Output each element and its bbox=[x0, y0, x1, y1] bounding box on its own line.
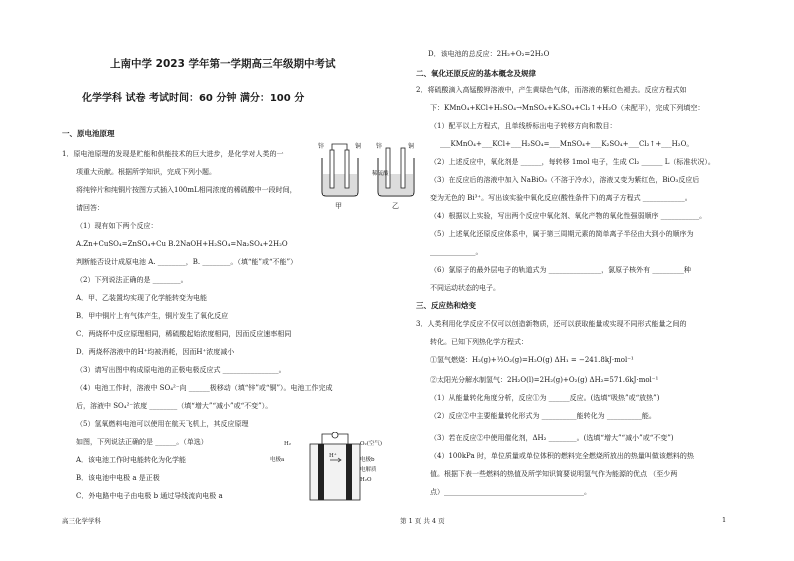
galvanic-cell-figure bbox=[314, 140, 422, 206]
q2-part-6b: 不同运动状态的电子。 bbox=[430, 284, 500, 292]
q3-equation-2: ②太阳光分解水制氢气：2H₂O(l)=2H₂(g)+O₂(g) ΔH₂=571.6kJ·mol⁻¹ bbox=[430, 376, 659, 384]
fig2-label-electrode-a: 电极a bbox=[270, 457, 285, 463]
q3-equation-1: ①氢气燃烧：H₂(g)+½O₂(g)=H₂O(g) ΔH₁ = −241.8kJ·mol⁻¹ bbox=[430, 356, 634, 364]
q1-text-3: 将纯锌片和纯铜片按图方式插入100mL相同浓度的稀硫酸中一段时间， bbox=[76, 186, 297, 194]
q1-part-4b: 后，溶液中 SO₄²⁻浓度 ________（填“增大”“减小”或“不变”）。 bbox=[76, 402, 273, 410]
option-a: A．甲、乙装置均实现了化学能转变为电能 bbox=[76, 294, 208, 302]
fig1-label-acid: 稀硫酸 bbox=[372, 171, 389, 177]
q3-text-2: 转化。已知下列热化学方程式： bbox=[430, 338, 528, 346]
q2-part-1: （1）配平以上方程式，且单线桥标出电子转移方向和数目： bbox=[430, 122, 617, 130]
exam-title: 上南中学 2023 学年第一学期高三年级期中考试 bbox=[110, 58, 336, 70]
section-3-title: 三、反应热和焓变 bbox=[416, 301, 476, 310]
section-2-title: 二、氧化还原反应的基本概念及规律 bbox=[416, 69, 536, 78]
q2-part-2: （2）上述反应中，氧化剂是 ______，每转移 1mol 电子，生成 Cl₂ ______ L（标准状况）。 bbox=[430, 158, 715, 166]
q2-part-3a: （3）在反应后的溶液中加入 NaBiO₃（不溶于冷水），溶液又变为紫红色，BiO₃反应后 bbox=[430, 176, 700, 184]
q1-5-option-a: A．该电池工作时电能转化为化学能 bbox=[76, 456, 187, 464]
footer-subject: 高三化学学科 bbox=[62, 517, 101, 525]
q1-5-option-c: C．外电路中电子由电极 b 通过导线流向电极 a bbox=[76, 492, 223, 500]
q3-part-3: （3）若在反应②中使用催化剂，ΔH₂ ________。(选填“增大”“减小”或“不变”) bbox=[430, 434, 674, 442]
fig2-label-electrode-b: 电极b bbox=[360, 457, 375, 463]
q2-text-1: 2．将硫酸滴入高锰酸钾溶液中，产生黄绿色气体，而溶液的紫红色褪去。反应方程式如 bbox=[416, 86, 687, 94]
section-1-title: 一、原电池原理 bbox=[62, 129, 115, 138]
option-c: C．两烧杯中反应原理相同，稀硫酸起始浓度相同，因而反应速率相同 bbox=[76, 330, 292, 338]
fig2-label-h2: H₂ bbox=[284, 441, 292, 447]
q3-text-1: 3．人类利用化学反应不仅可以创造新物质，还可以获取能量或实现不同形式能量之间的 bbox=[416, 320, 687, 328]
q1-text-2: 项重大贡献。根据所学知识，完成下列小题。 bbox=[76, 168, 216, 176]
footer-page-count: 第 1 页 共 4 页 bbox=[400, 517, 445, 525]
fig2-label-electrolyte: 电解质 bbox=[360, 467, 377, 473]
q1-part-5a: （5）氢氧燃料电池可以使用在航天飞机上，其反应原理 bbox=[76, 420, 249, 428]
q1-part-2: （2）下列说法正确的是 ________。 bbox=[76, 276, 188, 284]
fig1-label-copper: 铜 bbox=[355, 143, 362, 150]
q1-part-1: （1）现有如下两个反应： bbox=[76, 222, 158, 230]
fig1-label-jia: 甲 bbox=[335, 202, 342, 210]
q2-text-2: 下：KMnO₄+KCl+H₂SO₄→MnSO₄+K₂SO₄+Cl₂↑+H₂O（未配平），完成下列填空： bbox=[430, 104, 705, 112]
q2-equation: ___KMnO₄+___KCl+___H₂SO₄=___MnSO₄+___K₂SO₄+___Cl₂↑+___H₂O。 bbox=[440, 140, 694, 148]
q2-part-5b: _____________。 bbox=[430, 248, 483, 256]
fig1-label-yi: 乙 bbox=[392, 202, 399, 210]
q3-part-1: （1）从能量转化角度分析，反应①为 ______反应。(选填“吸热”或“放热”) bbox=[430, 394, 660, 402]
q1-reactions: A.Zn+CuSO₄=ZnSO₄+Cu B.2NaOH+H₂SO₄=Na₂SO₄+2H₂O bbox=[76, 240, 288, 248]
option-b: B．甲中铜片上有气体产生，铜片发生了氧化反应 bbox=[76, 312, 229, 320]
q3-part-4b: 值。根据下表一些燃料的热值及所学知识简要说明氢气作为能源的优点 （至少两 bbox=[430, 470, 678, 478]
fig1-label-zinc-2: 锌 bbox=[376, 143, 383, 150]
q2-part-6a: （6）氯原子的最外层电子的轨道式为 _______________，氯原子核外有 _________种 bbox=[430, 266, 691, 274]
q1-part-1-ask: 判断能否设计成原电池 A. ________，B. ________。（填“能”或“不能”） bbox=[76, 258, 298, 266]
q3-part-4c: 点）________________________________________。 bbox=[430, 488, 591, 496]
option-d: D．两烧杯溶液中的H⁺均被消耗，因而H⁺浓度减小 bbox=[76, 348, 235, 356]
q1-part-4a: （4）电池工作时，溶液中 SO₄²⁻向 ______极移动（填“锌”或“铜”）。电池工作完成 bbox=[76, 384, 333, 392]
q2-part-4: （4）根据以上实验，写出两个反应中氧化剂、氧化产物的氧化性强弱顺序 ___________。 bbox=[430, 212, 707, 220]
q1-text-1: 1．原电池原理的发现是贮能和供能技术的巨大进步，是化学对人类的一 bbox=[62, 150, 284, 158]
fig2-label-h2o: H₂O bbox=[360, 477, 372, 483]
fig2-label-hplus: H⁺ bbox=[329, 453, 337, 459]
q1-part-5b: 如图，下列说法正确的是 ______。（单选） bbox=[76, 438, 208, 446]
q3-part-4a: （4）100kPa 时，单位质量或单位体积的燃料完全燃烧所放出的热量叫做该燃料的热 bbox=[430, 452, 694, 460]
exam-subject-line: 化学学科 试卷 考试时间：60 分钟 满分：100 分 bbox=[82, 93, 305, 104]
q1-text-4: 请回答： bbox=[76, 204, 104, 212]
fig1-label-copper-2: 铜 bbox=[408, 143, 415, 150]
footer-page-number: 1 bbox=[722, 516, 727, 524]
q3-part-2: （2）反应②中主要能量转化形式为 __________能转化为 __________能。 bbox=[430, 412, 656, 420]
q2-part-5: （5）上述氧化还原反应体系中，属于第三周期元素的简单离子半径由大到小的顺序为 bbox=[430, 230, 694, 238]
q1-5-option-d: D．该电池的总反应：2H₂+O₂=2H₂O bbox=[428, 50, 550, 58]
q1-5-option-b: B．该电池中电极 a 是正极 bbox=[76, 474, 160, 482]
fig2-label-o2: O₂(空气) bbox=[360, 441, 383, 447]
q2-part-3b: 变为无色的 Bi³⁺。写出该实验中氧化反应(酸性条件下)的离子方程式 ____________。 bbox=[430, 194, 692, 202]
fig1-label-zinc: 锌 bbox=[318, 143, 325, 150]
q1-part-3: （3）请写出图中构成原电池的正极电极反应式 ________________。 bbox=[76, 366, 286, 374]
